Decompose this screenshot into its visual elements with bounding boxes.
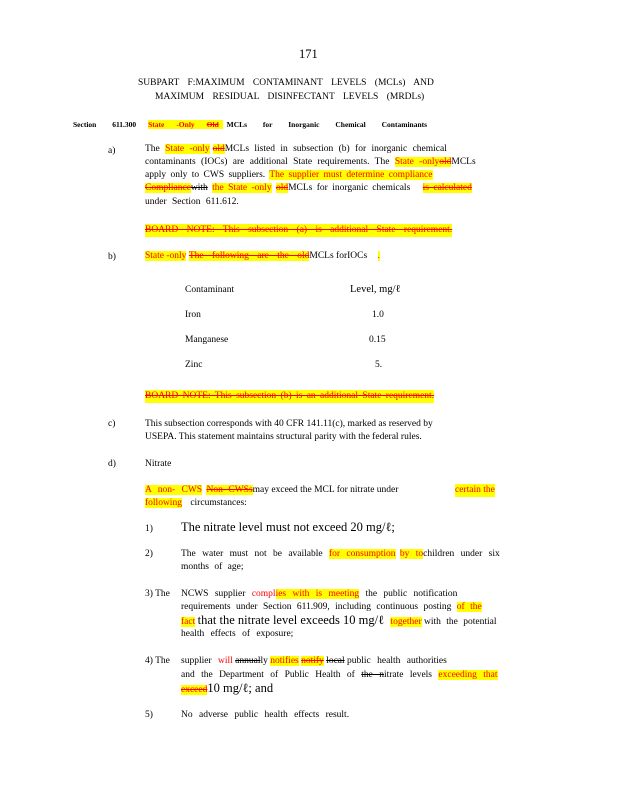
item-4-marker: 4) The — [145, 656, 170, 666]
inserted-text: for consumption — [328, 549, 396, 559]
text: MCLs listed in subsection (b) for inorganic chemical — [224, 144, 447, 154]
subsection-a-line5: under Section 611.612. — [145, 197, 239, 207]
text: The water must not be available — [181, 549, 323, 559]
text: supplier — [181, 656, 212, 666]
table-row-name: Manganese — [185, 335, 229, 345]
text: requirements under Section 611.909, including continuous posting — [181, 602, 452, 612]
item-2-line1 — [181, 548, 500, 561]
text: MCLs for inorganic chemicals — [288, 183, 411, 193]
inserted-text: State -only — [394, 157, 440, 167]
inserted-text: compl — [251, 589, 276, 599]
inserted-text: of the — [456, 602, 482, 612]
table-row-name: Zinc — [185, 360, 203, 370]
deleted-text: Non- CWSs — [206, 485, 253, 495]
subsection-c-marker: c) — [108, 419, 116, 429]
text: contaminants (IOCs) are additional State requirements. The — [145, 157, 390, 167]
inserted-text: State -only — [145, 251, 187, 261]
subsection-a-marker: a) — [108, 146, 116, 156]
item-4-line3 — [181, 682, 273, 697]
inserted-text: State -only — [165, 144, 210, 154]
item-2-line2: months of age; — [181, 562, 244, 572]
item-5-marker: 5) — [145, 710, 153, 720]
text: public health authorities — [347, 656, 447, 666]
inserted-text: notifies — [270, 656, 299, 666]
inserted-text: ies with is meeting — [275, 589, 360, 599]
inserted-text: exceeding that — [438, 670, 498, 680]
deleted-text: old — [275, 183, 289, 193]
text: ly — [260, 656, 268, 666]
inserted-text: together — [390, 617, 422, 627]
section-label: Section — [73, 120, 97, 129]
text: itrate levels — [383, 670, 433, 680]
subsection-d-title: Nitrate — [145, 459, 172, 469]
section-inserted-state: State — [148, 120, 165, 129]
text: certain the — [455, 485, 495, 495]
inserted-text: The supplier must determine compliance — [269, 170, 433, 180]
text: children under six — [423, 549, 500, 559]
table-row-value: 0.15 — [369, 335, 386, 345]
item-3-line4: health effects of exposure; — [181, 629, 294, 639]
section-title: MCLs for Inorganic Chemical Contaminants — [226, 120, 428, 129]
subsection-a-line2 — [145, 156, 476, 169]
section-deleted-old: Old — [195, 120, 223, 129]
item-3-marker: 3) The — [145, 589, 170, 599]
inserted-text: will — [217, 656, 233, 666]
subsection-a-line3 — [145, 169, 433, 182]
subsection-b-intro — [145, 250, 380, 263]
subsection-a-line1 — [145, 143, 447, 156]
item-3-line3 — [181, 614, 497, 629]
item-5-text: No adverse public health effects result. — [181, 710, 350, 720]
deleted-text: notify — [301, 656, 324, 666]
inserted-text: by to — [399, 549, 424, 559]
subsection-d-intro-line2 — [145, 497, 247, 510]
text: 10 mg/ℓ; and — [207, 681, 274, 695]
subpart-heading-line1: SUBPART F:MAXIMUM CONTAMINANT LEVELS (MCLs) AND — [138, 78, 434, 88]
inserted-text: the State -only — [212, 183, 272, 193]
item-2-marker: 2) — [145, 549, 153, 559]
subsection-b-marker: b) — [108, 252, 116, 262]
text: may exceed the MCL for nitrate under — [252, 485, 399, 495]
deleted-text: annual — [235, 656, 261, 666]
deleted-text: local — [326, 656, 345, 666]
text: The — [145, 144, 160, 154]
subsection-b-board-note: BOARD NOTE: This subsection (b) is an additional State requirement. — [145, 391, 435, 401]
text: with — [190, 183, 208, 193]
text: MCLs — [451, 157, 476, 167]
table-row-value: 5. — [375, 360, 383, 370]
text: and the Department of Public Health of — [181, 670, 355, 680]
page-number: 171 — [299, 47, 318, 61]
text: that the nitrate level exceeds 10 mg/ℓ — [197, 613, 385, 627]
table-header-level: Level, mg/ℓ — [350, 284, 401, 295]
inserted-text: following — [145, 498, 182, 508]
deleted-text: is calculated — [422, 183, 472, 193]
inserted-text: fact — [181, 617, 196, 627]
section-inserted-only: -Only — [164, 120, 194, 129]
subsection-a-line4 — [145, 182, 472, 195]
text: circumstances: — [190, 498, 247, 508]
text: apply only to CWS suppliers. — [145, 170, 266, 180]
deleted-text: old — [212, 144, 225, 154]
subpart-heading-line2: MAXIMUM RESIDUAL DISINFECTANT LEVELS (MRDLs) — [155, 92, 425, 102]
section-heading — [73, 118, 427, 131]
inserted-text: . — [377, 251, 380, 261]
table-row-value: 1.0 — [372, 310, 384, 320]
inserted-text: A non- CWS — [145, 485, 203, 495]
text: NCWS supplier — [181, 589, 246, 599]
text: MCLs forIOCs — [309, 251, 368, 261]
text: the public notification — [365, 589, 458, 599]
subsection-d-marker: d) — [108, 459, 116, 469]
subsection-c-line1: This subsection corresponds with 40 CFR 141.11(c), marked as reserved by — [145, 419, 433, 429]
section-number: 611.300 — [112, 120, 137, 129]
subsection-c-line2: USEPA. This statement maintains structural parity with the federal rules. — [145, 432, 422, 442]
deleted-text: exceed — [181, 685, 208, 695]
table-header-contaminant: Contaminant — [185, 285, 235, 295]
deleted-text: old — [439, 157, 452, 167]
text: with the potential — [424, 617, 497, 627]
deleted-text: Compliance — [145, 183, 191, 193]
subsection-a-board-note: BOARD NOTE: This subsection (a) is additional State requirement. — [145, 225, 453, 235]
deleted-text: the n — [361, 670, 384, 680]
item-4-line1 — [181, 655, 447, 668]
subsection-d-intro-line1 — [145, 484, 398, 497]
inserted-text — [455, 484, 495, 497]
table-row-name: Iron — [185, 310, 201, 320]
item-3-line1 — [181, 588, 457, 601]
deleted-text: The following are the old — [188, 251, 310, 261]
item-1-text: The nitrate level must not exceed 20 mg/ℓ; — [181, 520, 395, 534]
item-1-marker: 1) — [145, 524, 153, 534]
